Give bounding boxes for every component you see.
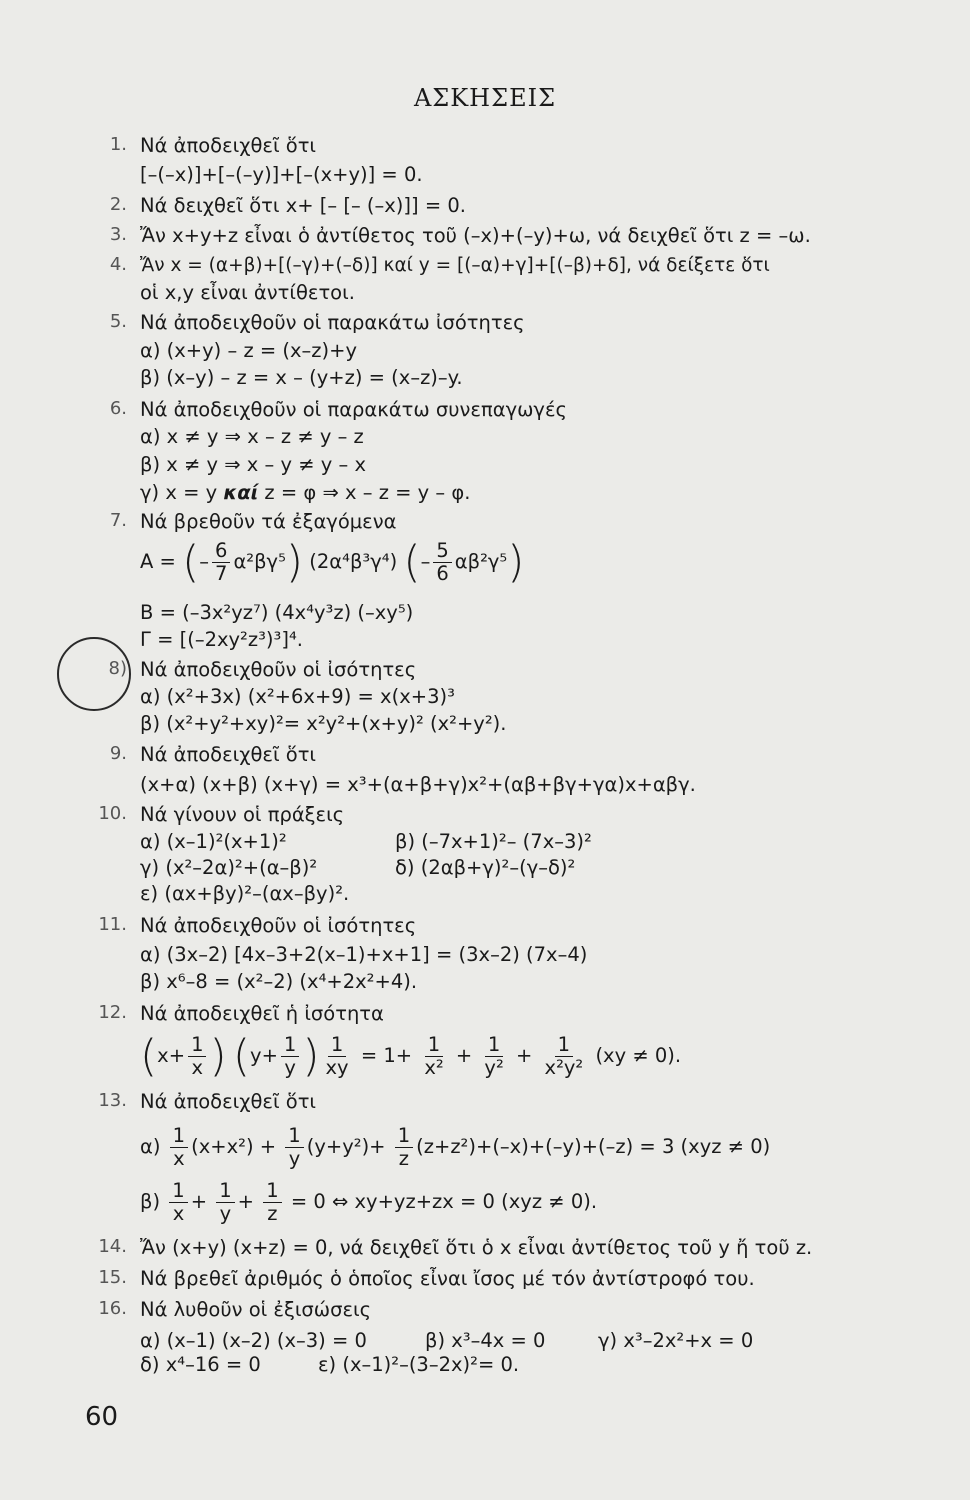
- exercise-part: δ) (2αβ+γ)²–(γ–δ)²: [395, 856, 576, 879]
- exercise-part: β) $\frac{1}{x}$ + $\frac{1}{y}$ + $\frac{1}{z}$ = 0 ⇔ xy+yz+zx = 0 (xyz ≠ 0).: [140, 1179, 598, 1225]
- exercise-text: Νά ἀποδειχθεῖ ὅτι: [140, 743, 317, 766]
- exercise-number: 8): [108, 658, 127, 679]
- exercise-part: γ) x = y καί z = φ ⇒ x – z = y – φ.: [140, 481, 471, 504]
- exercise-number: 16.: [98, 1298, 127, 1319]
- exercise-text: Ἄν x+y+z εἶναι ὁ ἀντίθετος τοῦ (–x)+(–y)+ω, νά δειχθεῖ ὅτι z = –ω.: [140, 224, 811, 247]
- exercise-text: Νά γίνουν οἱ πράξεις: [140, 803, 345, 826]
- exercise-text: Νά ἀποδειχθοῦν οἱ ἰσότητες: [140, 914, 417, 937]
- exercise-formula: (x+α) (x+β) (x+γ) = x³+(α+β+γ)x²+(αβ+βγ+γα)x+αβγ.: [140, 773, 696, 796]
- exercise-part: β) x ≠ y ⇒ x – y ≠ y – x: [140, 453, 366, 476]
- exercise-part: β) x³–4x = 0: [425, 1329, 546, 1352]
- exercise-part: β) x⁶–8 = (x²–2) (x⁴+2x²+4).: [140, 970, 418, 993]
- exercise-text: Νά ἀποδειχθεῖ ὅτι: [140, 1090, 317, 1113]
- page-number: 60: [85, 1402, 119, 1432]
- exercise-part: ε) (x–1)²–(3–2x)²= 0.: [318, 1353, 520, 1376]
- exercise-number: 7.: [109, 510, 127, 531]
- exercise-part: α) (x²+3x) (x²+6x+9) = x(x+3)³: [140, 685, 455, 708]
- exercise-text: οἱ x,y εἶναι ἀντίθετοι.: [140, 281, 355, 304]
- exercise-number: 4.: [109, 254, 127, 275]
- exercise-number: 11.: [98, 914, 127, 935]
- exercise-number: 2.: [109, 194, 127, 215]
- exercise-part: α) (x+y) – z = (x–z)+y: [140, 339, 358, 362]
- exercise-text: Ἄν (x+y) (x+z) = 0, νά δειχθεῖ ὅτι ὁ x εἶναι ἀντίθετος τοῦ y ἤ τοῦ z.: [140, 1236, 813, 1259]
- exercise-number: 14.: [98, 1236, 127, 1257]
- formula-B: B = (–3x²yz⁷) (4x⁴y³z) (–xy⁵): [140, 601, 414, 624]
- exercise-text: Νά βρεθοῦν τά ἐξαγόμενα: [140, 510, 397, 533]
- exercise-number: 10.: [98, 803, 127, 824]
- exercise-part: α) (x–1) (x–2) (x–3) = 0: [140, 1329, 367, 1352]
- exercise-part: β) (x²+y²+xy)²= x²y²+(x+y)² (x²+y²).: [140, 712, 507, 735]
- exercise-text: Νά λυθοῦν οἱ ἐξισώσεις: [140, 1298, 372, 1321]
- exercise-number: 13.: [98, 1090, 127, 1111]
- exercise-text: Νά βρεθεῖ ἀριθμός ὁ ὁποῖος εἶναι ἴσος μέ τόν ἀντίστροφό του.: [140, 1267, 755, 1290]
- exercise-number: 1.: [109, 134, 127, 155]
- exercise-text: Νά ἀποδειχθεῖ ὅτι: [140, 134, 317, 157]
- exercise-part: α) x ≠ y ⇒ x – z ≠ y – z: [140, 425, 364, 448]
- exercise-number: 3.: [109, 224, 127, 245]
- exercise-part: α) (x–1)²(x+1)²: [140, 830, 287, 853]
- exercise-text: Νά δειχθεῖ ὅτι x+ [– [– (–x)]] = 0.: [140, 194, 466, 217]
- exercise-text: Ἄν x = (α+β)+[(–γ)+(–δ)] καί y = [(–α)+γ]+[(–β)+δ], νά δείξετε ὅτι: [140, 255, 770, 276]
- exercise-number: 5.: [109, 311, 127, 332]
- exercise-text: Νά ἀποδειχθοῦν οἱ ἰσότητες: [140, 658, 417, 681]
- exercise-text: Νά ἀποδειχθεῖ ἡ ἰσότητα: [140, 1002, 384, 1025]
- exercise-text: Νά ἀποδειχθοῦν οἱ παρακάτω ἰσότητες: [140, 311, 525, 334]
- page-title: ΑΣΚΗΣΕΙΣ: [413, 84, 557, 112]
- exercise-text: Νά ἀποδειχθοῦν οἱ παρακάτω συνεπαγωγές: [140, 398, 567, 421]
- exercise-part: δ) x⁴–16 = 0: [140, 1353, 261, 1376]
- formula-A: A = (– $\frac{6}{7}$ α²βγ⁵) (2α⁴β³γ⁴) (– $\frac{5}{6}$ αβ²γ⁵): [140, 536, 525, 588]
- exercise-part: ε) (αx+βy)²–(αx–βy)².: [140, 882, 350, 905]
- exercise-part: γ) x³–2x²+x = 0: [598, 1329, 754, 1352]
- exercise-part: α) $\frac{1}{x}$ (x+x²) + $\frac{1}{y}$ (y+y²)+ $\frac{1}{z}$ (z+z²)+(–x)+(–y)+(–z) = 3 (xyz ≠ 0): [140, 1124, 771, 1170]
- exercise-part: β) (–7x+1)²– (7x–3)²: [395, 830, 592, 853]
- identity-formula: (x+ $\frac{1}{x}$ ) (y+ $\frac{1}{y}$ ) $\frac{1}{xy}$ = 1+ $\frac{1}{\text{x²}}$ + $\frac{1}{\text{y²}}$ + $\frac{1}{\text{x²y²}}$ (xy ≠ 0).: [140, 1030, 682, 1082]
- formula-G: Γ = [(–2xy²z³)³]⁴.: [140, 628, 303, 651]
- exercise-part: α) (3x–2) [4x–3+2(x–1)+x+1] = (3x–2) (7x–4): [140, 943, 588, 966]
- exercise-number: 6.: [109, 398, 127, 419]
- exercise-number: 12.: [98, 1002, 127, 1023]
- exercise-formula: [–(–x)]+[–(–y)]+[–(x+y)] = 0.: [140, 163, 423, 186]
- exercise-number: 9.: [109, 743, 127, 764]
- exercise-part: γ) (x²–2α)²+(α–β)²: [140, 856, 318, 879]
- exercise-part: β) (x–y) – z = x – (y+z) = (x–z)–y.: [140, 366, 463, 389]
- exercise-number: 15.: [98, 1267, 127, 1288]
